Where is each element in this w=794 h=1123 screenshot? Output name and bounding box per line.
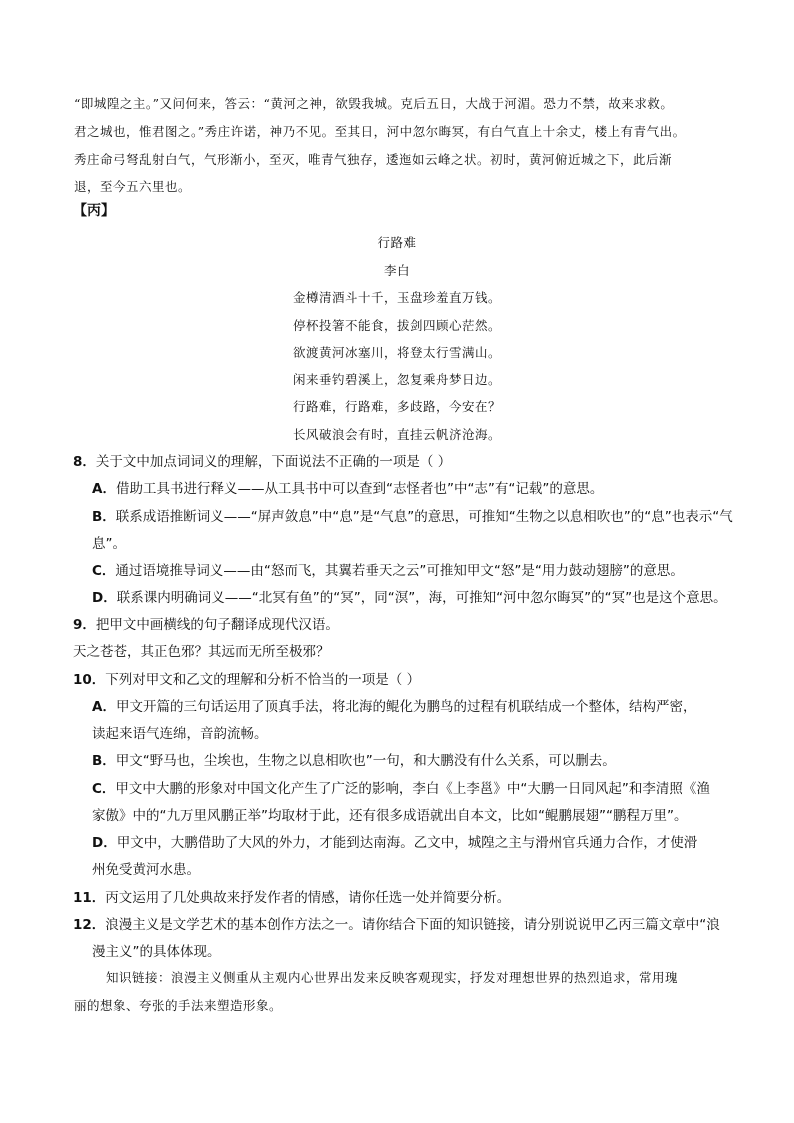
option-label: B． — [92, 509, 116, 525]
option-c-continued: 家傲》中的“九万里风鹏正举”均取材于此，还有很多成语就出自本文，比如“鲲鹏展翅”“鹏程万里”。 — [92, 808, 688, 824]
question-text: 下列对甲文和乙文的理解和分析不恰当的一项是（ ） — [105, 672, 421, 688]
option-label: C． — [92, 563, 116, 579]
question-number: 9． — [73, 617, 96, 633]
option-d — [92, 586, 727, 606]
option-text: 甲文中，大鹏借助了大风的外力，才能到达南海。乙文中，城隍之主与滑州官兵通力合作，才使滑 — [116, 835, 698, 851]
passage-line-2: 君之城也，惟君图之。”秀庄许诺，神乃不见。至其日，河中忽尔晦冥，有白气直上十余丈，楼上有青气出。 — [74, 124, 686, 139]
poem-line-2: 停杯投箸不能食，拔剑四顾心茫然。 — [292, 318, 501, 333]
question-text: 把甲文中画横线的句子翻译成现代汉语。 — [95, 617, 339, 633]
question-number: 11． — [73, 890, 106, 906]
question-12-stem-continued: 漫主义”的具体体现。 — [92, 944, 221, 960]
question-11 — [73, 886, 510, 906]
poem-line-5: 行路难，行路难，多歧路，今安在？ — [292, 399, 501, 414]
option-b-continued: 息”。 — [92, 536, 126, 552]
option-text: 联系成语推断词义——“屏声敛息”中“息”是“气息”的意思，可推知“生物之以息相吹也”的“息”也表示“气 — [115, 509, 733, 525]
question-number: 8． — [73, 454, 96, 470]
passage-line-4: 退，至今五六里也。 — [74, 179, 192, 194]
option-c — [92, 777, 710, 797]
question-10-stem — [73, 668, 420, 688]
option-text: 借助工具书进行释义——从工具书中可以查到“志怪者也”中“志”有“记载”的意思。 — [115, 481, 604, 497]
poem-line-6: 长风破浪会有时，直挂云帆济沧海。 — [292, 427, 501, 442]
option-label: A． — [92, 481, 116, 497]
question-number: 12． — [73, 917, 106, 933]
option-b — [92, 505, 733, 525]
question-text: 浪漫主义是文学艺术的基本创作方法之一。请你结合下面的知识链接，请分别说说甲乙丙三篇文章中“浪 — [105, 917, 720, 933]
option-text: 甲文开篇的三句话运用了顶真手法，将北海的鲲化为鹏鸟的过程有机联结成一个整体，结构严密， — [115, 699, 697, 715]
option-text: 甲文“野马也，尘埃也，生物之以息相吹也”一句，和大鹏没有什么关系，可以删去。 — [115, 753, 616, 769]
option-text: 通过语境推导词义——由“怒而飞，其翼若垂天之云”可推知甲文“怒”是“用力鼓动翅膀”的意思。 — [115, 563, 684, 579]
option-a — [92, 477, 603, 497]
question-12-stem — [73, 913, 720, 933]
translation-sentence: 天之苍苍，其正色邪？其远而无所至极邪？ — [73, 644, 330, 660]
knowledge-link-note-continued: 丽的想象、夸张的手法来塑造形象。 — [74, 998, 283, 1013]
question-8-stem — [73, 450, 451, 470]
option-text: 甲文中大鹏的形象对中国文化产生了广泛的影响，李白《上李邕》中“大鹏一日同风起”和李清照《渔 — [115, 781, 710, 797]
question-text: 丙文运用了几处典故来抒发作者的情感，请你任选一处并简要分析。 — [105, 890, 511, 906]
question-9-stem — [73, 613, 339, 633]
option-label: D． — [92, 590, 117, 606]
option-d-continued: 州免受黄河水患。 — [92, 862, 200, 878]
question-text: 关于文中加点词词义的理解，下面说法不正确的一项是（ ） — [95, 454, 452, 470]
section-bing-label: 【丙】 — [73, 203, 115, 219]
option-b — [92, 749, 616, 769]
option-label: B． — [92, 753, 116, 769]
option-c — [92, 559, 684, 579]
option-d — [92, 831, 697, 851]
option-label: C． — [92, 781, 116, 797]
passage-line-3: 秀庄命弓弩乱射白气，气形渐小，至灭，唯青气独存，逶迤如云峰之状。初时，黄河俯近城之下，此后渐 — [74, 152, 673, 167]
option-label: D． — [92, 835, 117, 851]
question-number: 10． — [73, 672, 106, 688]
poem-line-3: 欲渡黄河冰塞川，将登太行雪满山。 — [292, 345, 501, 360]
option-label: A． — [92, 699, 116, 715]
option-text: 联系课内明确词义——“北冥有鱼”的“冥”，同“溟”，海，可推知“河中忽尔晦冥”的“冥”也是这个意思。 — [116, 590, 727, 606]
poem-title: 行路难 — [377, 235, 417, 250]
passage-line-1: “即城隍之主。”又问何来，答云：“黄河之神，欲毁我城。克后五日，大战于河湄。恐力不禁，故来求救。 — [74, 96, 674, 111]
poem-line-1: 金樽清酒斗十千，玉盘珍羞直万钱。 — [292, 290, 501, 305]
knowledge-link-note: 知识链接：浪漫主义侧重从主观内心世界出发来反映客观现实，抒发对理想世界的热烈追求，常用瑰 — [106, 970, 679, 985]
option-a — [92, 695, 696, 715]
poem-line-4: 闲来垂钓碧溪上，忽复乘舟梦日边。 — [292, 372, 501, 387]
poem-author: 李白 — [383, 263, 410, 278]
option-a-continued: 读起来语气连绵，音韵流畅。 — [92, 726, 268, 742]
